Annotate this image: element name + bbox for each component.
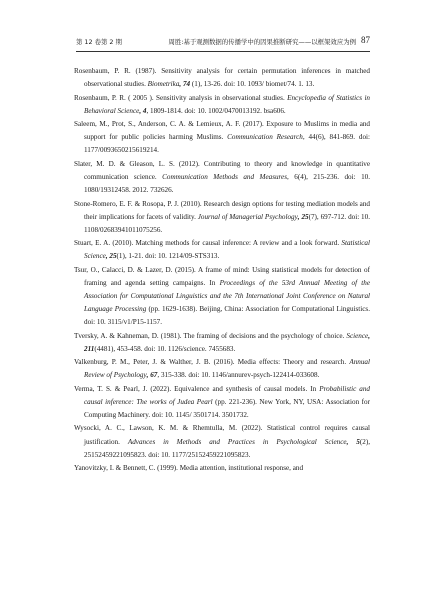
- reference-entry: [74, 422, 370, 461]
- reference-details: (7), 697-712. doi: 10. 1108/02683941011075256.: [84, 212, 370, 234]
- page-number: 87: [361, 35, 370, 45]
- reference-source-title: Journal of Managerial Psychology: [197, 212, 298, 221]
- reference-details: , 1809-1814. doi: 10. 1002/0470013192. bsa606.: [146, 106, 286, 115]
- reference-citation: Rosenbaum, P. R. ( 2005 ). Sensitivity analysis in observational studies.: [74, 93, 288, 102]
- reference-citation: Verma, T. S. & Pearl, J. (2022). Equivalence and synthesis of causal models. In: [74, 384, 320, 393]
- reference-volume: , 5: [346, 437, 360, 446]
- reference-citation: Stuart, E. A. (2010). Matching methods for causal inference: A review and a look forward.: [74, 239, 342, 248]
- reference-source-title: Encyclopedia of Statistics in Behavioral Science: [84, 93, 370, 115]
- reference-citation: Yanovitzky, I. & Bennett, C. (1999). Media attention, institutional response, and: [74, 464, 304, 473]
- volume-issue: 第 12 卷第 2 期: [76, 38, 122, 46]
- reference-entry: [74, 462, 370, 475]
- reference-citation: Slater, M. D. & Gleason, L. S. (2012). Contributing to theory and knowledge in quantitative communication science.: [74, 159, 370, 181]
- running-title: 周胜:基于观测数据的传播学中的因果推断研究——以框架效应为例: [168, 38, 356, 46]
- reference-entry: [74, 330, 370, 356]
- reference-source-title: Biometrika: [147, 80, 180, 89]
- reference-volume: , 211: [84, 331, 370, 353]
- reference-citation: Valkenburg, P. M., Peter, J. & Walther, J. B. (2016). Media effects: Theory and research.: [74, 358, 350, 367]
- reference-entry: [74, 118, 370, 157]
- reference-details: , 44(6), 841-869. doi: 1177/0093650215619214.: [84, 133, 370, 155]
- running-header: [76, 35, 370, 47]
- reference-volume: , 74: [179, 80, 191, 89]
- reference-volume: , 67: [146, 371, 158, 380]
- reference-details: , 315-338. doi: 10. 1146/annurev-psych-122414-033608.: [157, 371, 320, 380]
- reference-details: (2), 25152459221095823. doi: 10. 1177/25152459221095823.: [84, 437, 370, 459]
- reference-source-title: Statistical Science: [84, 239, 370, 261]
- reference-entry: [74, 158, 370, 197]
- reference-volume: , 25: [105, 252, 117, 261]
- reference-volume: , 4: [139, 106, 147, 115]
- reference-entry: [74, 264, 370, 329]
- reference-entry: [74, 92, 370, 118]
- reference-source-title: Probabilistic and causal inference: The works of Judea Pearl: [84, 384, 370, 406]
- reference-details: (pp. 1629-1638). Beijing, China: Association for Computational Linguistics. doi: 10. 3115/v1/P15-1157.: [84, 305, 370, 327]
- reference-details: (1), 13-26. doi: 10. 1093/ biomet/74. 1. 13.: [190, 80, 315, 89]
- reference-list: [74, 65, 370, 476]
- reference-source-title: Advances in Methods and Practices in Psychological Science: [127, 437, 347, 446]
- reference-source-title: Science: [346, 331, 369, 340]
- reference-details: (pp. 221-236). New York, NY, USA: Association for Computing Machinery. doi: 10. 1145/ 3501714. 3501732.: [84, 397, 370, 419]
- reference-citation: Wysocki, A. C., Lawson, K. M. & Rhemtulla, M. (2022). Statistical control requires causal justification.: [74, 424, 370, 446]
- reference-citation: Saleem, M., Prot, S., Anderson, C. A. & Lemieux, A. F. (2017). Exposure to Muslims in media and support for public policies harming Muslims.: [74, 120, 370, 142]
- reference-entry: [74, 65, 370, 91]
- reference-source-title: Communication Research: [227, 133, 303, 142]
- header-rule: [76, 51, 370, 52]
- reference-citation: Stone-Romero, E. F. & Rosopa, P. J. (2010). Research design options for testing mediation models and their implications for facets of validity.: [74, 199, 370, 221]
- reference-citation: Tsur, O., Calacci, D. & Lazer, D. (2015). A frame of mind: Using statistical models for detection of framing and agenda setting campaigns. In: [74, 265, 370, 287]
- reference-entry: [74, 237, 370, 263]
- reference-source-title: Annual Review of Psychology: [84, 358, 370, 380]
- reference-source-title: Communication Methods and Measures: [162, 172, 288, 181]
- reference-details: (1), 1-21. doi: 10. 1214/09-STS313.: [116, 252, 220, 261]
- reference-entry: [74, 383, 370, 422]
- reference-entry: [74, 356, 370, 382]
- reference-citation: Rosenbaum, P. R. (1987). Sensitivity analysis for certain permutation inferences in matched observational studies.: [74, 67, 370, 89]
- reference-source-title: Proceedings of the 53rd Annual Meeting of the Association for Computational Linguistics and the 7th International Joint Conference on Natural Language Processing: [84, 278, 370, 314]
- reference-details: , 6(4), 215-236. doi: 10. 1080/19312458. 2012. 732626.: [84, 172, 370, 195]
- reference-entry: [74, 198, 370, 237]
- reference-volume: , 25: [297, 212, 309, 221]
- reference-citation: Tversky, A. & Kahneman, D. (1981). The framing of decisions and the psychology of choice.: [74, 331, 347, 340]
- reference-details: (4481), 453-458. doi: 10. 1126/science. 7455683.: [94, 344, 236, 353]
